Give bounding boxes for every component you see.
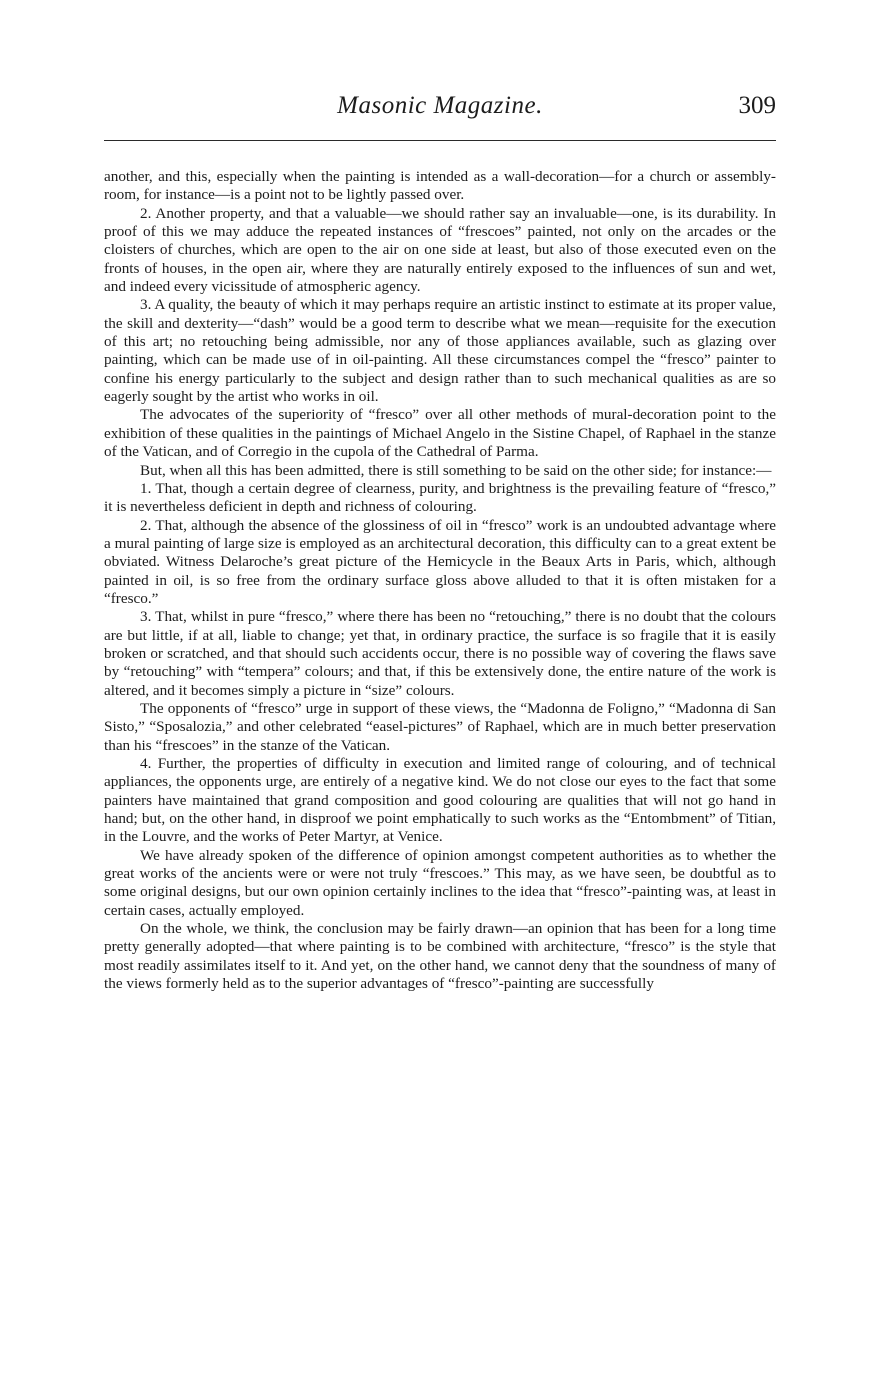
paragraph-point-3: 3. That, whilst in pure “fresco,” where there has been no “retouching,” there is no doubt that the colours are but little, if at all, liable to change; yet that, in ordinary practice, the surface is so fragile that it is easily broken or scratched, and that should such accidents occur, there is no possible way of covering the flaws save by “retouching” with “tempera” colours; and that, if this be extensively done, the entire nature of the work is altered, and it becomes simply a picture in “size” colours.: [104, 608, 776, 699]
header-rule: [104, 140, 776, 141]
page-number: 309: [738, 92, 776, 119]
article-body: [104, 168, 776, 993]
running-head: [104, 92, 776, 132]
paragraph-point-1: 1. That, though a certain degree of clearness, purity, and brightness is the prevailing feature of “fresco,” it is nevertheless deficient in depth and richness of colouring.: [104, 479, 776, 516]
paragraph-ancients: We have already spoken of the difference of opinion amongst competent authorities as to whether the great works of the ancients were or were not truly “frescoes.” This may, as we have seen, be doubtful as to some original designs, but our own opinion certainly inclines to the idea that “fresco”-painting was, at least in certain cases, actually employed.: [104, 846, 776, 919]
paragraph-durability: 2. Another property, and that a valuable—we should rather say an invaluable—one, is its durability. In proof of this we may adduce the repeated instances of “frescoes” painted, not only on the arcades or the cloisters of churches, which are open to the air on one side at least, but also of those executed even on the fronts of houses, in the open air, where they are naturally entirely exposed to the influences of sun and wet, and indeed every vicissitude of atmospheric agency.: [104, 204, 776, 296]
paragraph-other-side: But, when all this has been admitted, there is still something to be said on the other side; for instance:—: [140, 461, 772, 479]
paragraph-point-4: 4. Further, the properties of difficulty in execution and limited range of colouring, and of technical appliances, the opponents urge, are entirely of a negative kind. We do not close our eyes to the fact that some painters have maintained that grand composition and good colouring are qualities that will not go hand in hand; but, on the other hand, in disproof we point emphatically to such works as the “Entombment” of Titian, in the Louvre, and the works of Peter Martyr, at Venice.: [104, 755, 776, 846]
paragraph-dexterity: 3. A quality, the beauty of which it may perhaps require an artistic instinct to estimate at its proper value, the skill and dexterity—“dash” would be a good term to describe what we mean—requisite for the execution of this art; no retouching being admissible, nor any of those appliances available, such as glazing over painting, which can be made use of in oil-painting. All these circumstances compel the “fresco” painter to confine his energy particularly to the subject and design rather than to such mechanical qualities as are so eagerly sought by the artist who works in oil.: [104, 296, 776, 406]
paragraph-point-2: 2. That, although the absence of the glossiness of oil in “fresco” work is an undoubted advantage where a mural painting of large size is employed as an architectural decoration, this difficulty can to a great extent be obviated. Witness Delaroche’s great picture of the Hemicycle in the Beaux Arts in Paris, which, although painted in oil, is so free from the ordinary surface gloss above alluded to that it is often mistaken for a “fresco.”: [104, 516, 776, 607]
paragraph-conclusion: On the whole, we think, the conclusion may be fairly drawn—an opinion that has been for a long time pretty generally adopted—that where painting is to be combined with architecture, “fresco” is the style that most readily assimilates itself to it. And yet, on the other hand, we cannot deny that the soundness of many of the views formerly held as to the superior advantages of “fresco”-painting are successfully: [104, 920, 776, 993]
paragraph-continuation: another, and this, especially when the painting is intended as a wall-decoration—for a church or assembly-room, for instance—is a point not to be lightly passed over.: [104, 168, 776, 204]
running-title: Masonic Magazine.: [337, 92, 543, 119]
paragraph-advocates: The advocates of the superiority of “fresco” over all other methods of mural-decoration point to the exhibition of these qualities in the paintings of Michael Angelo in the Sistine Chapel, of Raphael in the stanze of the Vatican, and of Corregio in the cupola of the Cathedral of Parma.: [104, 406, 776, 461]
paragraph-opponents: The opponents of “fresco” urge in support of these views, the “Madonna de Foligno,” “Madonna di San Sisto,” “Sposalozia,” and other celebrated “easel-pictures” of Raphael, which are in much better preservation than his “frescoes” in the stanze of the Vatican.: [104, 699, 776, 754]
